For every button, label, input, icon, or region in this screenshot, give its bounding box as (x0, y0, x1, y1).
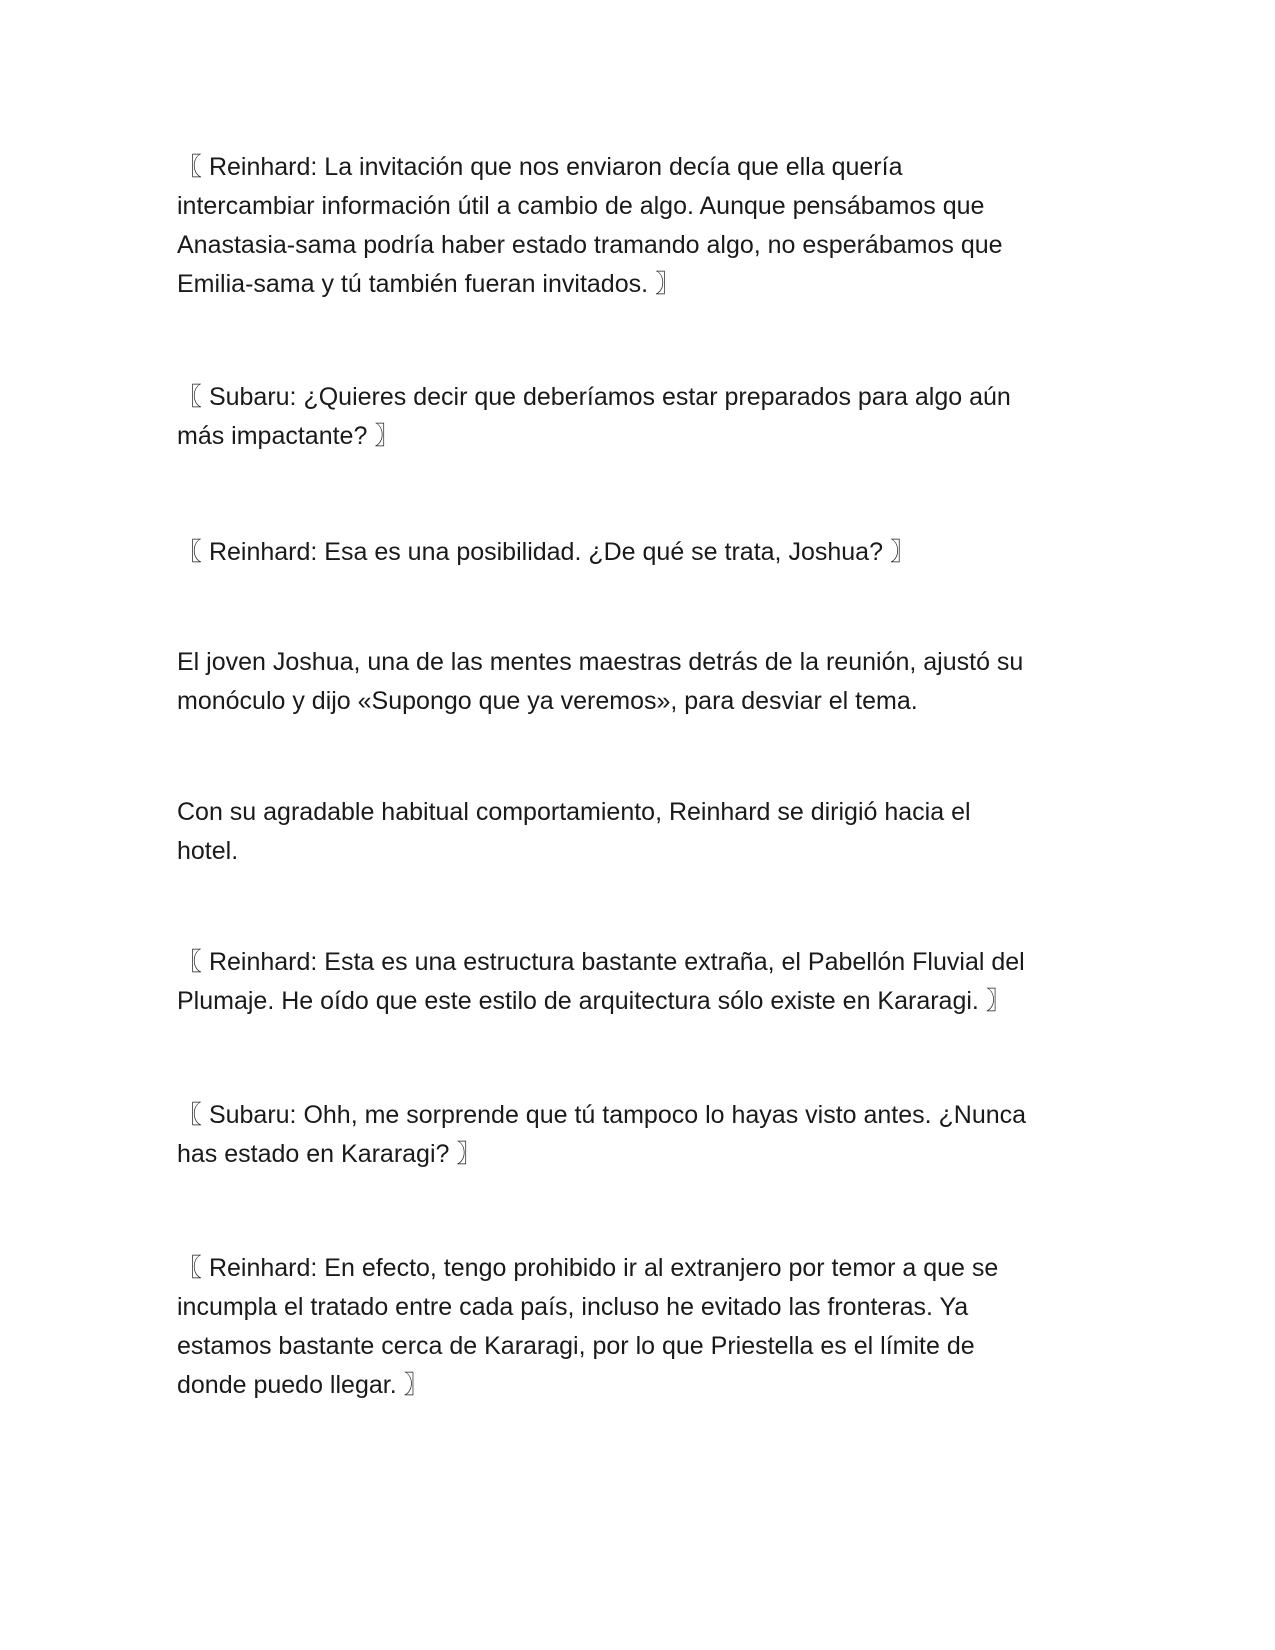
paragraph-subaru-kararagi (177, 1096, 1092, 1174)
text-line: 〖 Subaru: Ohh, me sorprende que tú tampoco lo hayas visto antes. ¿Nunca (177, 1101, 1027, 1129)
paragraph-reinhard-structure (177, 943, 1092, 1021)
paragraph-reinhard-hotel (177, 793, 1092, 871)
text-line: El joven Joshua, una de las mentes maestras detrás de la reunión, ajustó su (177, 648, 1024, 676)
text-line: incumpla el tratado entre cada país, incluso he evitado las fronteras. Ya (177, 1293, 969, 1321)
text-line: hotel. (177, 837, 239, 865)
text-line: Plumaje. He oído que este estilo de arquitectura sólo existe en Kararagi. 〗 (177, 987, 1011, 1015)
text-line: más impactante? 〗 (177, 422, 400, 450)
text-line: Anastasia-sama podría haber estado tramando algo, no esperábamos que (177, 231, 1003, 259)
text-line: estamos bastante cerca de Kararagi, por lo que Priestella es el límite de (177, 1332, 975, 1360)
paragraph-joshua-narration (177, 643, 1092, 721)
paragraph-subaru-prepared (177, 378, 1092, 456)
text-line: intercambiar información útil a cambio de algo. Aunque pensábamos que (177, 192, 985, 220)
text-line: donde puedo llegar. 〗 (177, 1371, 429, 1399)
text-line: 〖 Subaru: ¿Quieres decir que deberíamos estar preparados para algo aún (177, 383, 1011, 411)
text-line: 〖 Reinhard: En efecto, tengo prohibido ir al extranjero por temor a que se (177, 1254, 999, 1282)
text-line: monóculo y dijo «Supongo que ya veremos», para desviar el tema. (177, 687, 918, 715)
text-line: 〖 Reinhard: La invitación que nos enviaron decía que ella quería (177, 153, 903, 181)
text-line: has estado en Kararagi? 〗 (177, 1140, 482, 1168)
text-line: 〖 Reinhard: Esta es una estructura bastante extraña, el Pabellón Fluvial del (177, 948, 1025, 976)
text-line: Emilia-sama y tú también fueran invitados. 〗 (177, 270, 680, 298)
paragraph-reinhard-forbidden (177, 1249, 1092, 1405)
text-line: Con su agradable habitual comportamiento, Reinhard se dirigió hacia el (177, 798, 971, 826)
paragraph-reinhard-invitation (177, 148, 1092, 304)
text-line: 〖 Reinhard: Esa es una posibilidad. ¿De qué se trata, Joshua? 〗 (177, 538, 915, 566)
paragraph-reinhard-possibility (177, 533, 1092, 572)
